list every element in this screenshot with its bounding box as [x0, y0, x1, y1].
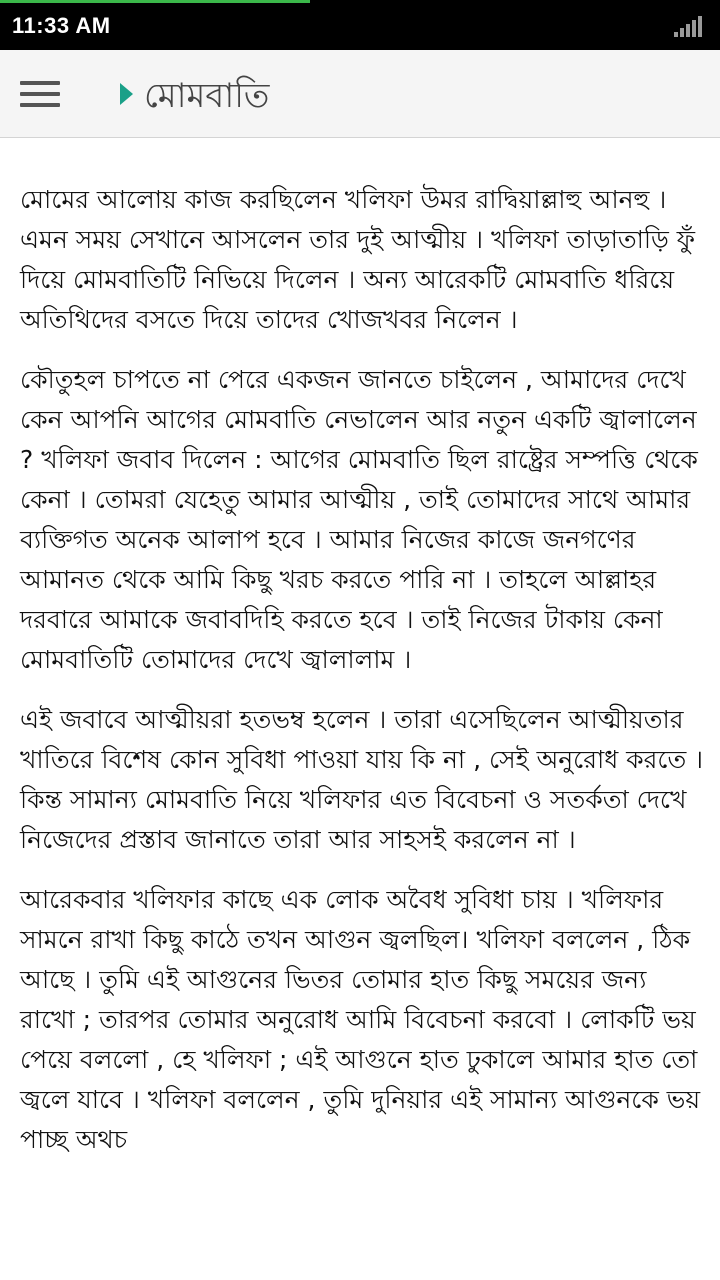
article-paragraph: এই জবাবে আত্মীয়রা হতভম্ব হলেন । তারা এসেছিলেন আত্মীয়তার খাতিরে বিশেষ কোন সুবিধা পাওয়া যায় কি না , সেই অনুরোধ করতে । কিন্ত সামান্য মোমবাতি নিয়ে খলিফার এত বিবেচনা ও সতর্কতা দেখে নিজেদের প্রস্তাব জানাতে তারা আর সাহসই করলেন না ।: [20, 705, 704, 854]
hamburger-menu-icon[interactable]: [20, 79, 60, 109]
article-paragraph: কৌতুহল চাপতে না পেরে একজন জানতে চাইলেন , আমাদের দেখে কেন আপনি আগের মোমবাতি নেভালেন আর নতুন একটি জ্বালালেন ? খলিফা জবাব দিলেন : আগের মোমবাতি ছিল রাষ্ট্রের সম্পত্তি থেকে কেনা । তোমরা যেহেতু আমার আত্মীয় , তাই তোমাদের সাথে আমার ব্যক্তিগত অনেক আলাপ হবে । আমার নিজের কাজে জনগণের আমানত থেকে আমি কিছু খরচ করতে পারি না । তাহলে আল্লাহর দরবারে আমাকে জবাবদিহি করতে হবে । তাই নিজের টাকায় কেনা মোমবাতিটি তোমাদের দেখে জ্বালালাম ।: [20, 365, 698, 674]
app-bar: [0, 50, 720, 138]
article-paragraph: মোমের আলোয় কাজ করছিলেন খলিফা উমর রাদ্বিয়াল্লাহু আনহু । এমন সময় সেখানে আসলেন তার দুই আত্মীয় । খলিফা তাড়াতাড়ি ফুঁ দিয়ে মোমবাতিটি নিভিয়ে দিলেন । অন্য আরেকটি মোমবাতি ধরিয়ে অতিথিদের বসতে দিয়ে তাদের খোজখবর নিলেন ।: [20, 185, 696, 334]
status-time: 11:33 AM: [12, 13, 111, 38]
page-title: মোমবাতি: [144, 76, 270, 116]
article-paragraph: আরেকবার খলিফার কাছে এক লোক অবৈধ সুবিধা চায় । খলিফার সামনে রাখা কিছু কাঠে তখন আগুন জ্বলছিল। খলিফা বললেন , ঠিক আছে । তুমি এই আগুনের ভিতর তোমার হাত কিছু সময়ের জন্য রাখো ; তারপর তোমার অনুরোধ আমি বিবেচনা করবো । লোকটি ভয় পেয়ে বললো , হে খলিফা ; এই আগুনে হাত ঢুকালে আমার হাত তো জ্বলে যাবে । খলিফা বললেন , তুমি দুনিয়ার এই সামান্য আগুনকে ভয় পাচ্ছ অথচ: [20, 885, 701, 1154]
triangle-marker-icon: [120, 83, 133, 105]
article-content: [20, 180, 705, 1180]
load-progress-bar: [0, 0, 310, 3]
status-bar: [0, 0, 720, 50]
signal-strength-icon: [674, 15, 708, 37]
